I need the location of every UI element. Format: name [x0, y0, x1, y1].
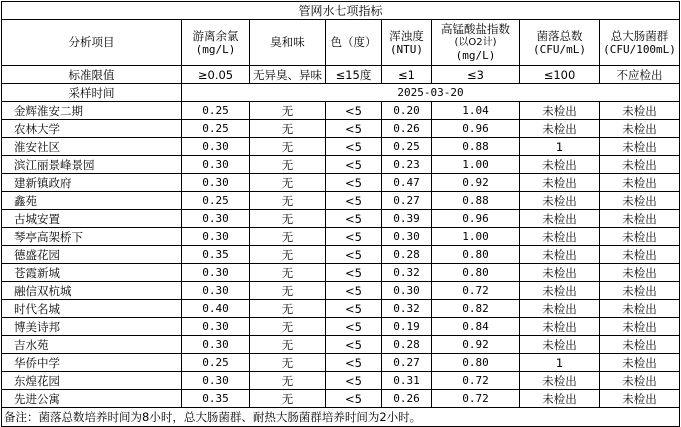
odor-value: 无	[250, 282, 326, 300]
standard-coliform: 不应检出	[600, 66, 680, 84]
header-chlorine	[182, 20, 250, 66]
chlorine-value: 0.30	[182, 228, 250, 246]
chlorine-value: 0.25	[182, 120, 250, 138]
site-name: 德盛花园	[2, 246, 182, 264]
coliform-value: 未检出	[600, 246, 680, 264]
table-row	[2, 210, 680, 228]
site-name: 时代名城	[2, 300, 182, 318]
cod-value: 1.00	[432, 156, 520, 174]
table-row	[2, 336, 680, 354]
turbidity-value: 0.26	[382, 120, 432, 138]
table-row	[2, 282, 680, 300]
header-cod-line2: (以O2计)	[454, 37, 497, 48]
odor-value: 无	[250, 174, 326, 192]
coliform-value: 未检出	[600, 174, 680, 192]
bacteria-value: 未检出	[520, 282, 600, 300]
header-cod-line1: 高锰酸盐指数	[441, 22, 510, 36]
site-name: 淮安社区	[2, 138, 182, 156]
bacteria-value: 未检出	[520, 156, 600, 174]
bacteria-value: 1	[520, 138, 600, 156]
header-chlorine-line2: (mg/L)	[195, 42, 236, 56]
table-row	[2, 246, 680, 264]
coliform-value: 未检出	[600, 102, 680, 120]
odor-value: 无	[250, 246, 326, 264]
odor-value: 无	[250, 138, 326, 156]
site-name: 滨江丽景峰景园	[2, 156, 182, 174]
header-odor: 臭和味	[250, 20, 326, 66]
odor-value: 无	[250, 210, 326, 228]
sampling-date: 2025-03-20	[182, 84, 680, 102]
chlorine-value: 0.25	[182, 354, 250, 372]
cod-value: 1.00	[432, 228, 520, 246]
turbidity-value: 0.28	[382, 246, 432, 264]
bacteria-value: 未检出	[520, 192, 600, 210]
color-value: <5	[326, 138, 382, 156]
bacteria-value: 未检出	[520, 336, 600, 354]
turbidity-value: 0.30	[382, 228, 432, 246]
coliform-value: 未检出	[600, 282, 680, 300]
odor-value: 无	[250, 354, 326, 372]
turbidity-value: 0.31	[382, 372, 432, 390]
color-value: <5	[326, 228, 382, 246]
bacteria-value: 未检出	[520, 210, 600, 228]
chlorine-value: 0.30	[182, 318, 250, 336]
coliform-value: 未检出	[600, 390, 680, 408]
header-row	[2, 20, 680, 66]
odor-value: 无	[250, 192, 326, 210]
cod-value: 0.72	[432, 390, 520, 408]
chlorine-value: 0.25	[182, 102, 250, 120]
header-bacteria-line1: 菌落总数	[536, 28, 583, 43]
standard-turbidity: ≤1	[382, 66, 432, 84]
bacteria-value: 未检出	[520, 246, 600, 264]
cod-value: 0.80	[432, 354, 520, 372]
bacteria-value: 未检出	[520, 300, 600, 318]
color-value: <5	[326, 354, 382, 372]
table-row	[2, 300, 680, 318]
chlorine-value: 0.30	[182, 264, 250, 282]
bacteria-value: 未检出	[520, 372, 600, 390]
turbidity-value: 0.27	[382, 192, 432, 210]
color-value: <5	[326, 264, 382, 282]
header-coliform-line2: (CFU/100mL)	[603, 42, 676, 56]
header-cod-line3: (mg/L)	[455, 49, 496, 62]
color-value: <5	[326, 282, 382, 300]
header-turbidity	[382, 20, 432, 66]
turbidity-value: 0.25	[382, 138, 432, 156]
cod-value: 0.80	[432, 264, 520, 282]
site-name: 农林大学	[2, 120, 182, 138]
site-name: 金辉淮安二期	[2, 102, 182, 120]
cod-value: 0.96	[432, 210, 520, 228]
sampling-label: 采样时间	[2, 84, 182, 102]
color-value: <5	[326, 390, 382, 408]
table-row	[2, 264, 680, 282]
site-name: 博美诗邦	[2, 318, 182, 336]
coliform-value: 未检出	[600, 120, 680, 138]
standard-odor: 无异臭、异味	[250, 66, 326, 84]
color-value: <5	[326, 336, 382, 354]
table-title: 管网水七项指标	[2, 2, 680, 20]
cod-value: 0.72	[432, 372, 520, 390]
odor-value: 无	[250, 228, 326, 246]
coliform-value: 未检出	[600, 192, 680, 210]
coliform-value: 未检出	[600, 300, 680, 318]
color-value: <5	[326, 300, 382, 318]
note-text: 备注：菌落总数培养时间为8小时，总大肠菌群、耐热大肠菌群培养时间为2小时。	[2, 408, 680, 427]
cod-value: 0.92	[432, 174, 520, 192]
turbidity-value: 0.19	[382, 318, 432, 336]
coliform-value: 未检出	[600, 372, 680, 390]
coliform-value: 未检出	[600, 156, 680, 174]
color-value: <5	[326, 192, 382, 210]
table-row	[2, 156, 680, 174]
bacteria-value: 未检出	[520, 228, 600, 246]
header-turbidity-line1: 浑浊度	[389, 28, 424, 43]
turbidity-value: 0.47	[382, 174, 432, 192]
bacteria-value: 1	[520, 354, 600, 372]
odor-value: 无	[250, 300, 326, 318]
chlorine-value: 0.40	[182, 300, 250, 318]
coliform-value: 未检出	[600, 138, 680, 156]
table-row	[2, 372, 680, 390]
chlorine-value: 0.30	[182, 282, 250, 300]
table-row	[2, 354, 680, 372]
bacteria-value: 未检出	[520, 102, 600, 120]
coliform-value: 未检出	[600, 228, 680, 246]
odor-value: 无	[250, 372, 326, 390]
header-cod	[432, 20, 520, 66]
header-color: 色（度）	[326, 20, 382, 66]
table-row	[2, 390, 680, 408]
header-coliform-line1: 总大肠菌群	[610, 28, 669, 43]
chlorine-value: 0.30	[182, 372, 250, 390]
turbidity-value: 0.23	[382, 156, 432, 174]
bacteria-value: 未检出	[520, 174, 600, 192]
turbidity-value: 0.26	[382, 390, 432, 408]
standard-color: ≤15度	[326, 66, 382, 84]
cod-value: 0.96	[432, 120, 520, 138]
table-row	[2, 174, 680, 192]
color-value: <5	[326, 156, 382, 174]
cod-value: 0.72	[432, 282, 520, 300]
chlorine-value: 0.35	[182, 246, 250, 264]
turbidity-value: 0.32	[382, 300, 432, 318]
color-value: <5	[326, 120, 382, 138]
data-rows	[2, 102, 680, 408]
odor-value: 无	[250, 390, 326, 408]
header-turbidity-line2: (NTU)	[389, 42, 424, 56]
odor-value: 无	[250, 120, 326, 138]
turbidity-value: 0.28	[382, 336, 432, 354]
bacteria-value: 未检出	[520, 318, 600, 336]
cod-value: 0.92	[432, 336, 520, 354]
header-item-label: 分析项目	[68, 35, 115, 49]
coliform-value: 未检出	[600, 210, 680, 228]
standard-chlorine: ≥0.05	[182, 66, 250, 84]
header-bacteria	[520, 20, 600, 66]
coliform-value: 未检出	[600, 354, 680, 372]
site-name: 吉水苑	[2, 336, 182, 354]
site-name: 琴亭高架桥下	[2, 228, 182, 246]
cod-value: 0.82	[432, 300, 520, 318]
cod-value: 0.88	[432, 138, 520, 156]
title-row	[2, 2, 680, 20]
turbidity-value: 0.32	[382, 264, 432, 282]
header-coliform	[600, 20, 680, 66]
cod-value: 0.88	[432, 192, 520, 210]
bacteria-value: 未检出	[520, 390, 600, 408]
header-chlorine-line1: 游离余氯	[192, 28, 239, 43]
cod-value: 0.80	[432, 246, 520, 264]
color-value: <5	[326, 174, 382, 192]
chlorine-value: 0.30	[182, 138, 250, 156]
sampling-row	[2, 84, 680, 102]
standard-label: 标准限值	[2, 66, 182, 84]
bacteria-value: 未检出	[520, 120, 600, 138]
site-name: 古城安置	[2, 210, 182, 228]
chlorine-value: 0.35	[182, 390, 250, 408]
chlorine-value: 0.30	[182, 156, 250, 174]
site-name: 苍霞新城	[2, 264, 182, 282]
cod-value: 1.04	[432, 102, 520, 120]
site-name: 先进公寓	[2, 390, 182, 408]
standard-cod: ≤3	[432, 66, 520, 84]
table-row	[2, 192, 680, 210]
water-quality-table	[1, 1, 680, 427]
table-row	[2, 120, 680, 138]
table-row	[2, 102, 680, 120]
coliform-value: 未检出	[600, 318, 680, 336]
odor-value: 无	[250, 102, 326, 120]
table-row	[2, 228, 680, 246]
color-value: <5	[326, 246, 382, 264]
chlorine-value: 0.30	[182, 336, 250, 354]
odor-value: 无	[250, 318, 326, 336]
odor-value: 无	[250, 336, 326, 354]
turbidity-value: 0.30	[382, 282, 432, 300]
standard-bacteria: ≤100	[520, 66, 600, 84]
color-value: <5	[326, 372, 382, 390]
coliform-value: 未检出	[600, 336, 680, 354]
table-row	[2, 318, 680, 336]
site-name: 建新镇政府	[2, 174, 182, 192]
table-row	[2, 138, 680, 156]
site-name: 融信双杭城	[2, 282, 182, 300]
turbidity-value: 0.20	[382, 102, 432, 120]
site-name: 东煌花园	[2, 372, 182, 390]
odor-value: 无	[250, 156, 326, 174]
turbidity-value: 0.39	[382, 210, 432, 228]
site-name: 鑫苑	[2, 192, 182, 210]
turbidity-value: 0.27	[382, 354, 432, 372]
color-value: <5	[326, 318, 382, 336]
standard-row	[2, 66, 680, 84]
site-name: 华侨中学	[2, 354, 182, 372]
cod-value: 0.84	[432, 318, 520, 336]
bacteria-value: 未检出	[520, 264, 600, 282]
chlorine-value: 0.25	[182, 192, 250, 210]
chlorine-value: 0.30	[182, 174, 250, 192]
color-value: <5	[326, 102, 382, 120]
header-bacteria-line2: (CFU/mL)	[533, 42, 586, 56]
color-value: <5	[326, 210, 382, 228]
chlorine-value: 0.30	[182, 210, 250, 228]
coliform-value: 未检出	[600, 264, 680, 282]
header-item	[2, 20, 182, 66]
odor-value: 无	[250, 264, 326, 282]
